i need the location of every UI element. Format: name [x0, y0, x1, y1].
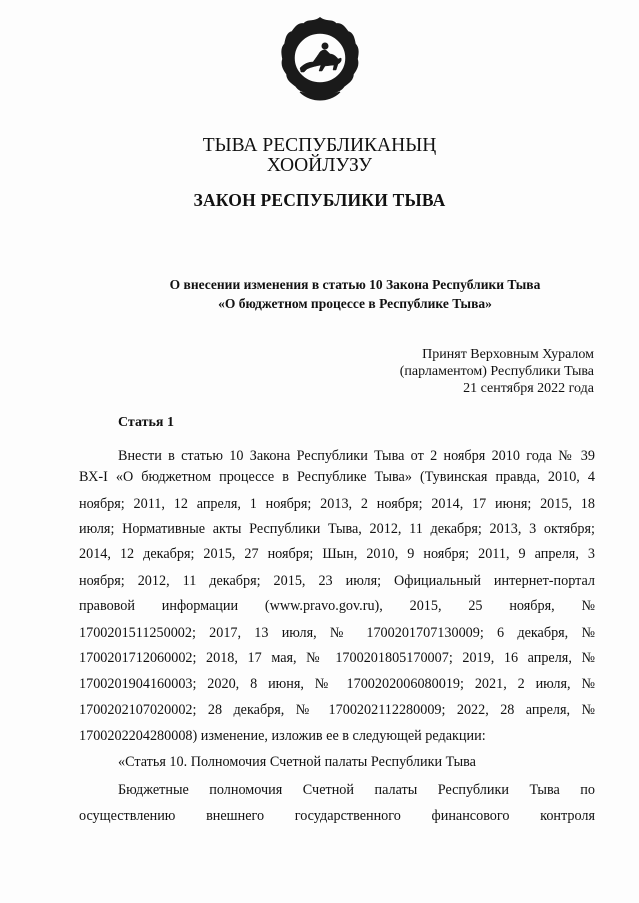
tuva-emblem-icon [278, 14, 362, 104]
body-text-line: 1700201712060002; 2018, 17 мая, № 1700201805170007; 2019, 16 апреля, № [79, 650, 595, 666]
parliament-name-line1: ТЫВА РЕСПУБЛИКАНЫҢ [202, 135, 437, 156]
parliament-name-line2: ХООЙЛУЗУ [266, 155, 373, 176]
body-text-line: Внести в статью 10 Закона Республики Тыва от 2 ноября 2010 года № 39 [118, 448, 595, 464]
body-text-line: ВХ-I «О бюджетном процессе в Республике Тыва» (Тувинская правда, 2010, 4 [79, 469, 595, 485]
body-text-line: правовой информации (www.pravo.gov.ru), 2015, 25 ноября, № [79, 598, 595, 614]
article-10-heading: «Статья 10. Полномочия Счетной палаты Республики Тыва [118, 754, 476, 770]
body-text-line: ноября; 2012, 11 декабря; 2015, 23 июля; Официальный интернет-портал [79, 573, 595, 589]
body-text-line: осуществлению внешнего государственного финансового контроля [79, 808, 595, 824]
body-text-line: 2014, 12 декабря; 2015, 27 ноября; Шын, 2010, 9 ноября; 2011, 9 апреля, 3 [79, 546, 595, 562]
body-text-line: Бюджетные полномочия Счетной палаты Республики Тыва по [118, 782, 595, 798]
law-title-line1: О внесении изменения в статью 10 Закона Республики Тыва [169, 277, 541, 292]
adoption-date: 21 сентября 2022 года [463, 381, 594, 396]
law-title-line2: «О бюджетном процессе в Республике Тыва» [218, 296, 492, 311]
body-text-line: 1700201511250002; 2017, 13 июля, № 1700201707130009; 6 декабря, № [79, 625, 595, 641]
body-text-line: июля; Нормативные акты Республики Тыва, 2012, 11 декабря; 2013, 3 октября; [79, 521, 595, 537]
body-text-line: 1700201904160003; 2020, 8 июня, № 1700202006080019; 2021, 2 июля, № [79, 676, 595, 692]
body-text-line: 1700202204280008) изменение, изложив ее в следующей редакции: [79, 728, 486, 744]
adoption-line2: (парламентом) Республики Тыва [399, 364, 594, 379]
adoption-line1: Принят Верховным Хуралом [422, 347, 594, 362]
body-text-line: 1700202107020002; 28 декабря, № 1700202112280009; 2022, 28 апреля, № [79, 702, 595, 718]
law-header: ЗАКОН РЕСПУБЛИКИ ТЫВА [193, 190, 446, 210]
article-heading: Статья 1 [118, 415, 174, 430]
body-text-line: ноября; 2011, 12 апреля, 1 ноября; 2013, 2 ноября; 2014, 17 июня; 2015, 18 [79, 496, 595, 512]
